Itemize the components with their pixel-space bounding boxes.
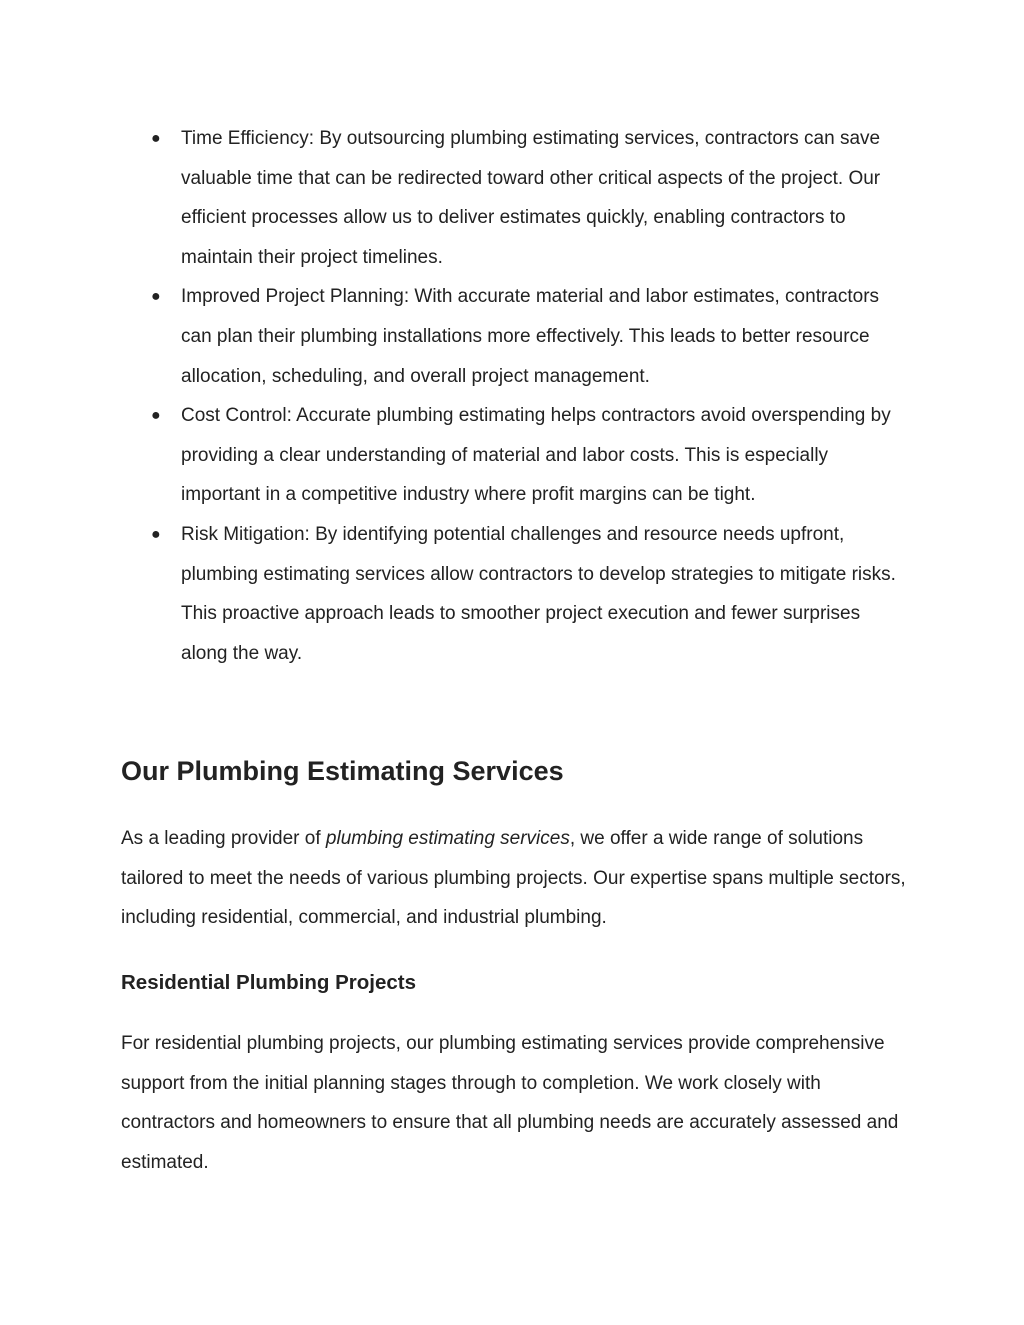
bullet-icon: ● — [151, 288, 161, 306]
list-item-text: Cost Control: Accurate plumbing estimating helps contractors avoid overspending by providing a clear understanding of material and labor costs. This is especially important in a competitive industry where profit margins can be tight. — [181, 405, 891, 506]
intro-text-end: , we offer a wide range of solutions tailored to meet the needs of various plumbing projects. Our expertise spans multiple sectors, including residential, commercial, and industrial plumbing. — [121, 828, 906, 929]
residential-paragraph: For residential plumbing projects, our plumbing estimating services provide comprehensive support from the initial planning stages through to completion. We work closely with contractors and homeowners to ensure that all plumbing needs are accurately assessed and estimated. — [121, 1033, 899, 1173]
intro-paragraph — [121, 819, 909, 938]
list-item — [151, 277, 909, 396]
bullet-icon: ● — [151, 130, 161, 147]
subsection-heading: Residential Plumbing Projects — [121, 971, 417, 994]
intro-emphasis: plumbing estimating services — [325, 828, 570, 849]
list-item — [151, 515, 909, 673]
section-heading: Our Plumbing Estimating Services — [121, 756, 564, 786]
bullet-icon: ● — [151, 525, 161, 543]
benefits-list — [151, 119, 909, 673]
list-item — [151, 119, 909, 277]
bullet-icon: ● — [151, 407, 161, 425]
intro-text-start: As a leading provider of — [121, 828, 326, 849]
list-item-text: Risk Mitigation: By identifying potential challenges and resource needs upfront, plumbing estimating services allow contractors to develop strategies to mitigate risks. This proactive approach leads to smoother project execution and fewer surprises along the way. — [181, 523, 896, 664]
list-item-text: Improved Project Planning: With accurate material and labor estimates, contractors can plan their plumbing installations more effectively. This leads to better resource allocation, scheduling, and overall project management. — [181, 286, 880, 387]
list-item-text: Time Efficiency: By outsourcing plumbing estimating services, contractors can save valuable time that can be redirected toward other critical aspects of the project. Our efficient processes allow us to deliver estimates quickly, enabling contractors to maintain their project timelines. — [181, 128, 881, 268]
list-item — [151, 396, 909, 515]
